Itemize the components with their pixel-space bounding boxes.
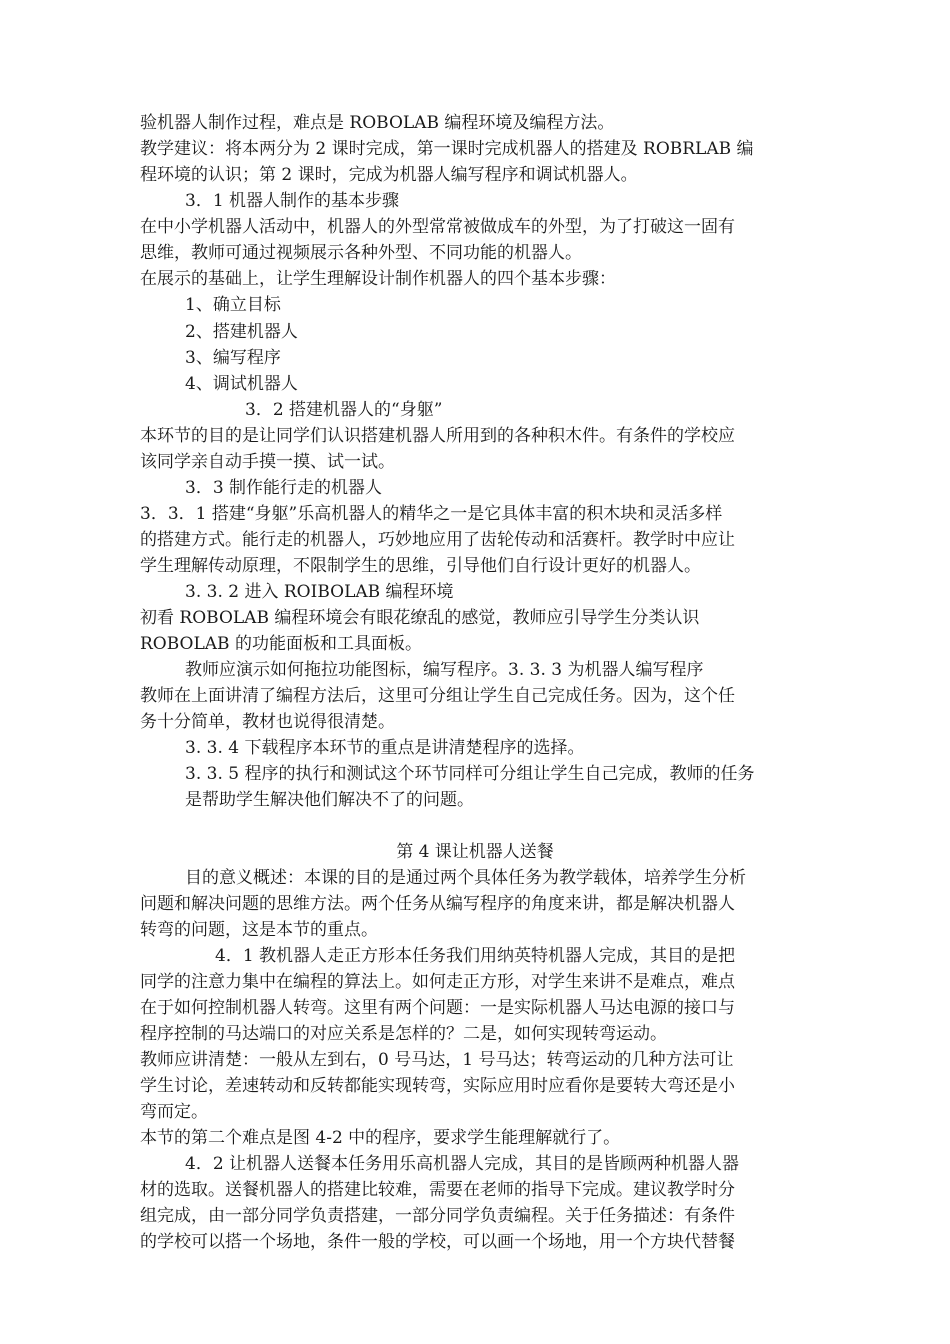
list-item: 1、确立目标	[185, 295, 281, 315]
section-heading: 4．1 教机器人走正方形本任务我们用纳英特机器人完成，其目的是把	[215, 946, 736, 966]
text-line: 3．3．1 搭建“身躯”乐高机器人的精华之一是它具体丰富的积木块和灵活多样	[140, 504, 723, 524]
text-line: 转弯的问题，这是本节的重点。	[140, 920, 378, 940]
text-line: 初看 ROBOLAB 编程环境会有眼花缭乱的感觉，教师应引导学生分类认识	[140, 608, 700, 628]
text-line: 程环境的认识；第 2 课时，完成为机器人编写程序和调试机器人。	[140, 165, 638, 185]
text-line: 弯而定。	[140, 1102, 208, 1122]
text-line: 在于如何控制机器人转弯。这里有两个问题：一是实际机器人马达电源的接口与	[140, 998, 735, 1018]
text-line: 教师在上面讲清了编程方法后，这里可分组让学生自己完成任务。因为，这个任	[140, 686, 735, 706]
section-heading: 3．2 搭建机器人的“身躯”	[245, 400, 443, 420]
list-item: 3、编写程序	[185, 348, 281, 368]
list-item: 4、调试机器人	[185, 374, 298, 394]
text-line: 问题和解决问题的思维方法。两个任务从编写程序的角度来讲，都是解决机器人	[140, 894, 735, 914]
list-item: 2、搭建机器人	[185, 322, 298, 342]
section-heading: 3．3 制作能行走的机器人	[185, 478, 383, 498]
section-heading: 4．2 让机器人送餐本任务用乐高机器人完成，其目的是皆顾两种机器人器	[185, 1154, 740, 1174]
text-line: 该同学亲自动手摸一摸、试一试。	[140, 452, 395, 472]
text-line: 目的意义概述：本课的目的是通过两个具体任务为教学载体，培养学生分析	[185, 868, 746, 888]
text-line: 教师应演示如何拖拉功能图标，编写程序。3. 3. 3 为机器人编写程序	[185, 660, 704, 680]
text-line: 在展示的基础上，让学生理解设计制作机器人的四个基本步骤：	[140, 269, 616, 289]
text-line: 本节的第二个难点是图 4-2 中的程序，要求学生能理解就行了。	[140, 1128, 621, 1148]
text-line: 同学的注意力集中在编程的算法上。如何走正方形，对学生来讲不是难点，难点	[140, 972, 735, 992]
text-line: 思维，教师可通过视频展示各种外型、不同功能的机器人。	[140, 243, 582, 263]
text-line: 验机器人制作过程，难点是 ROBOLAB 编程环境及编程方法。	[140, 113, 615, 133]
text-line: 教学建议：将本两分为 2 课时完成，第一课时完成机器人的搭建及 ROBRLAB 编	[140, 139, 754, 159]
text-line: 务十分简单，教材也说得很清楚。	[140, 712, 395, 732]
text-line: 的搭建方式。能行走的机器人，巧妙地应用了齿轮传动和活赛杆。教学时中应让	[140, 530, 735, 550]
section-heading: 3. 3. 5 程序的执行和测试这个环节同样可分组让学生自己完成，教师的任务	[185, 764, 755, 784]
text-line: 是帮助学生解决他们解决不了的问题。	[185, 790, 474, 810]
text-line: 在中小学机器人活动中，机器人的外型常常被做成车的外型，为了打破这一固有	[140, 217, 735, 237]
text-line: ROBOLAB 的功能面板和工具面板。	[140, 634, 422, 654]
text-line: 本环节的目的是让同学们认识搭建机器人所用到的各种积木件。有条件的学校应	[140, 426, 735, 446]
text-line: 组完成，由一部分同学负责搭建，一部分同学负责编程。关于任务描述：有条件	[140, 1206, 735, 1226]
text-line: 材的选取。送餐机器人的搭建比较难，需要在老师的指导下完成。建议教学时分	[140, 1180, 735, 1200]
text-line: 学生理解传动原理，不限制学生的思维，引导他们自行设计更好的机器人。	[140, 556, 701, 576]
section-heading: 3. 3. 2 进入 ROIBOLAB 编程环境	[185, 582, 454, 602]
text-line: 教师应讲清楚：一般从左到右，0 号马达，1 号马达；转弯运动的几种方法可让	[140, 1050, 734, 1070]
section-heading: 3. 3. 4 下载程序本环节的重点是讲清楚程序的选择。	[185, 738, 585, 758]
text-line: 程序控制的马达端口的对应关系是怎样的？二是，如何实现转弯运动。	[140, 1024, 667, 1044]
text-line: 学生讨论，差速转动和反转都能实现转弯，实际应用时应看你是要转大弯还是小	[140, 1076, 735, 1096]
lesson-title: 第 4 课让机器人送餐	[396, 842, 554, 862]
text-line: 的学校可以搭一个场地，条件一般的学校，可以画一个场地，用一个方块代替餐	[140, 1232, 735, 1252]
section-heading: 3．1 机器人制作的基本步骤	[185, 191, 400, 211]
